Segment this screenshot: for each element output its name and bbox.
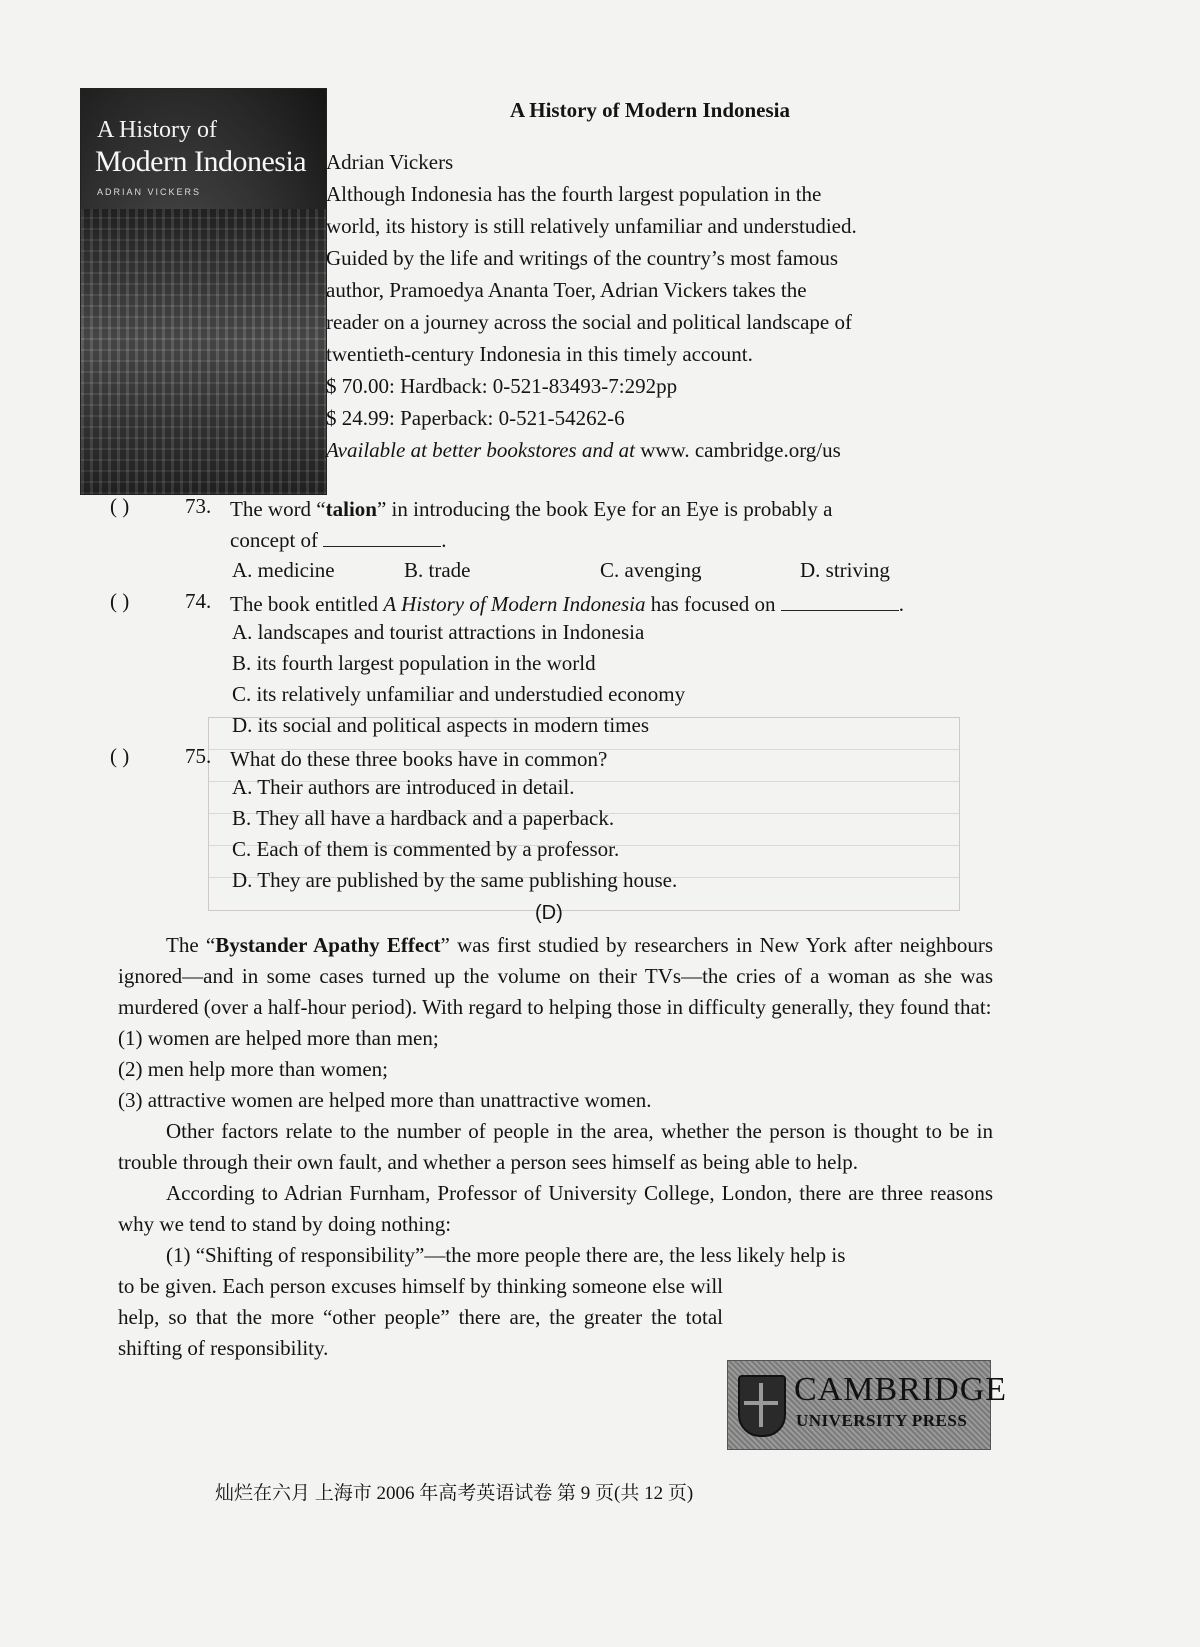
availability — [326, 434, 1066, 466]
option-c: C. its relatively unfamiliar and understudied economy — [232, 682, 686, 706]
p1-text: ” was first studied by researchers in New York after neighbours ignored—and in some cases turned up the volume on their TVs—the cries of a woman as she was murdered (over a half-hour period). With regard to helping those in difficulty generally, they found that: — [118, 933, 993, 1019]
answer-paren[interactable]: ( ) — [110, 589, 130, 613]
cover-title-line2: Modern Indonesia — [95, 145, 307, 178]
option-a: A. medicine — [232, 558, 335, 582]
stem-text: ” in introducing the book Eye for an Eye is probably a — [376, 497, 833, 521]
summary-line: Guided by the life and writings of the country’s most famous — [326, 246, 839, 270]
question-74-options — [232, 620, 685, 744]
summary-line: twentieth-century Indonesia in this timely account. — [326, 342, 753, 366]
summary-line: reader on a journey across the social and political landscape of — [326, 310, 852, 334]
book-title: A History of Modern Indonesia — [510, 98, 791, 122]
summary-line: Although Indonesia has the fourth largest population in the — [326, 182, 822, 206]
stem-punct: . — [898, 592, 905, 616]
p1-text: The “ — [166, 933, 216, 957]
book-advert — [80, 88, 1080, 498]
option-b: B. its fourth largest population in the world — [232, 651, 596, 675]
paragraph-1 — [118, 930, 993, 1023]
paragraph-2: Other factors relate to the number of people in the area, whether the person is thought to be in trouble through their own fault, and whether a person sees himself as being able to help. — [118, 1119, 993, 1174]
cambridge-logo — [727, 1360, 1008, 1450]
question-stem: What do these three books have in common? — [230, 747, 608, 771]
option-b: B. trade — [404, 558, 471, 582]
book-cover-image — [80, 88, 327, 495]
stem-text: The word “ — [230, 497, 326, 521]
option-a: A. landscapes and tourist attractions in Indonesia — [232, 620, 645, 644]
option-c: C. Each of them is commented by a professor. — [232, 837, 620, 861]
stem-text: The book entitled — [230, 592, 384, 616]
answer-paren[interactable]: ( ) — [110, 744, 130, 768]
question-73-options — [232, 558, 890, 583]
summary-line: world, its history is still relatively unfamiliar and understudied. — [326, 214, 857, 238]
paragraph-4-rest: to be given. Each person excuses himself by thinking someone else will help, so that the more “other people” there are, the greater the total shifting of responsibility. — [118, 1274, 723, 1360]
question-number: 73. — [185, 494, 212, 518]
answer-paren[interactable]: ( ) — [110, 494, 130, 518]
logo-line1: CAMBRIDGE — [794, 1371, 1008, 1408]
option-d: D. its social and political aspects in modern times — [232, 713, 649, 737]
book-description — [326, 146, 1066, 466]
p1-bold-term: Bystander Apathy Effect — [215, 933, 441, 957]
answer-blank — [323, 528, 441, 547]
paragraph-3: According to Adrian Furnham, Professor of University College, London, there are three reasons why we tend to stand by doing nothing: — [118, 1181, 993, 1236]
section-label: (D) — [535, 902, 563, 924]
finding-1: (1) women are helped more than men; — [118, 1026, 439, 1050]
option-d: D. striving — [800, 558, 890, 582]
summary-line: author, Pramoedya Ananta Toer, Adrian Vickers takes the — [326, 278, 807, 302]
option-d: D. They are published by the same publishing house. — [232, 868, 678, 892]
finding-2: (2) men help more than women; — [118, 1057, 389, 1081]
option-c: C. avenging — [600, 558, 702, 582]
hardback-price: $ 70.00: Hardback: 0-521-83493-7:292pp — [326, 374, 678, 398]
question-number: 75. — [185, 744, 212, 768]
option-a: A. Their authors are introduced in detail. — [232, 775, 575, 799]
logo-line2: UNIVERSITY PRESS — [796, 1411, 968, 1430]
stem-bold: talion — [325, 497, 377, 521]
question-stem — [230, 589, 995, 620]
cover-title-line1: A History of — [97, 117, 217, 143]
availability-url: www. cambridge.org/us — [634, 438, 841, 462]
finding-3: (3) attractive women are helped more than unattractive women. — [118, 1088, 652, 1112]
book-author: Adrian Vickers — [326, 150, 454, 174]
cover-author: ADRIAN VICKERS — [97, 187, 202, 197]
option-b: B. They all have a hardback and a paperback. — [232, 806, 615, 830]
reading-passage — [118, 930, 993, 1364]
stem-italic: A History of Modern Indonesia — [383, 592, 646, 616]
availability-text: Available at better bookstores and at — [326, 438, 635, 462]
book-summary — [326, 178, 1066, 370]
paragraph-4-line1: (1) “Shifting of responsibility”—the more people there are, the less likely help is — [166, 1243, 846, 1267]
page-footer: 灿烂在六月 上海市 2006 年高考英语试卷 第 9 页(共 12 页) — [215, 1483, 694, 1504]
paperback-price: $ 24.99: Paperback: 0-521-54262-6 — [326, 406, 625, 430]
shield-icon — [738, 1375, 786, 1437]
question-number: 74. — [185, 589, 212, 613]
cover-city-photo — [81, 209, 326, 494]
stem-text: concept of — [230, 528, 319, 552]
answer-blank — [781, 592, 899, 611]
stem-punct: . — [441, 528, 447, 552]
stem-text: has focused on — [645, 592, 776, 616]
question-75-options — [232, 775, 677, 899]
question-stem — [230, 494, 995, 556]
